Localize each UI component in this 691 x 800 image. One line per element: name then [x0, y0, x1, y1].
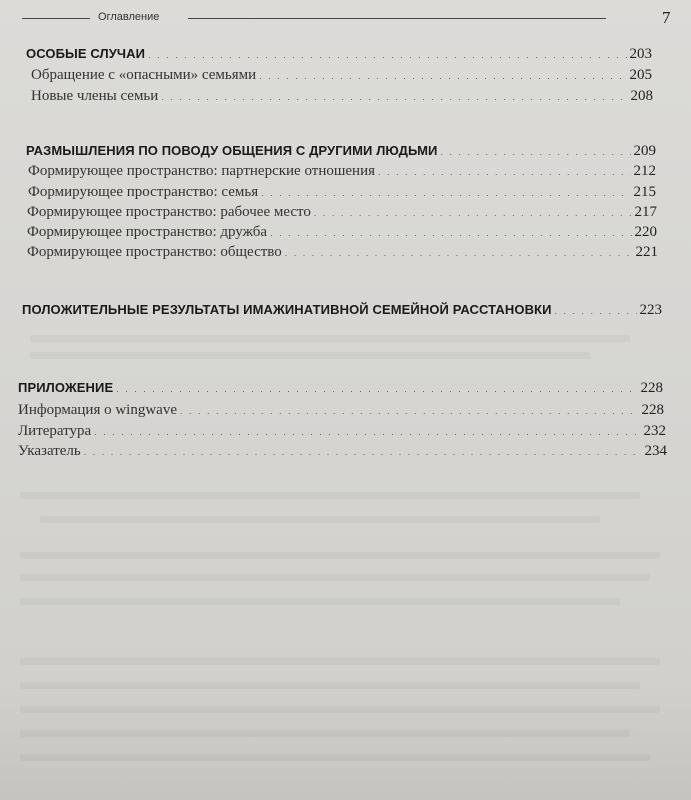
- toc-section-title: ПРИЛОЖЕНИЕ: [18, 380, 114, 395]
- toc-page-number: 234: [644, 443, 667, 459]
- dot-leader: [259, 71, 626, 81]
- toc-page-number: 208: [630, 88, 653, 104]
- toc-item[interactable]: [27, 244, 658, 264]
- bleed-through-text: [20, 574, 650, 581]
- toc-item-title: Новые члены семьи: [31, 88, 159, 104]
- dot-leader: [161, 92, 627, 102]
- toc-item[interactable]: [28, 184, 656, 204]
- toc-item[interactable]: [18, 443, 667, 463]
- toc-page-number: 209: [633, 143, 656, 159]
- bleed-through-text: [30, 335, 630, 342]
- dot-leader: [116, 384, 637, 394]
- toc-item-title: Формирующее пространство: дружба: [27, 224, 268, 240]
- toc-item-title: Литература: [18, 423, 92, 439]
- toc-page-number: 203: [629, 46, 652, 62]
- page-shadow: [0, 680, 691, 800]
- toc-item-title: Обращение с «опасными» семьями: [31, 67, 257, 83]
- running-header-title: Оглавление: [98, 11, 160, 23]
- dot-leader: [148, 50, 626, 60]
- bleed-through-text: [20, 658, 660, 665]
- toc-item-title: Формирующее пространство: семья: [28, 184, 259, 200]
- toc-item[interactable]: [18, 423, 666, 443]
- toc-section-appendix[interactable]: [18, 380, 663, 400]
- toc-page-number: 228: [641, 402, 664, 418]
- toc-item-title: Формирующее пространство: рабочее место: [27, 204, 311, 220]
- toc-item-title: Информация о wingwave: [18, 402, 178, 418]
- bleed-through-text: [20, 552, 660, 559]
- toc-page-number: 221: [635, 244, 658, 260]
- toc-item[interactable]: [31, 67, 652, 87]
- bleed-through-text: [30, 352, 590, 359]
- page-number: 7: [662, 8, 671, 27]
- toc-page-number: 205: [629, 67, 652, 83]
- dot-leader: [378, 167, 630, 177]
- toc-item[interactable]: [27, 224, 657, 244]
- toc-section-positive-results[interactable]: [22, 302, 662, 322]
- running-header: [22, 8, 674, 30]
- toc-item[interactable]: [27, 204, 657, 224]
- toc-item[interactable]: [18, 402, 664, 422]
- toc-section-special-cases[interactable]: [26, 46, 652, 66]
- dot-leader: [180, 406, 638, 416]
- toc-page-number: 212: [633, 163, 656, 179]
- header-rule-left: [22, 18, 90, 19]
- toc-section-communication[interactable]: [26, 143, 656, 163]
- toc-page-number: 223: [639, 302, 662, 318]
- dot-leader: [261, 188, 630, 198]
- toc-item-title: Формирующее пространство: общество: [27, 244, 282, 260]
- toc-section-title: ПОЛОЖИТЕЛЬНЫЕ РЕЗУЛЬТАТЫ ИМАЖИНАТИВНОЙ СЕМЕЙНОЙ РАССТАНОВКИ: [22, 302, 552, 317]
- toc-page-number: 215: [633, 184, 656, 200]
- toc-item-title: Формирующее пространство: партнерские отношения: [28, 163, 376, 179]
- toc-page-number: 232: [643, 423, 666, 439]
- toc-item[interactable]: [31, 88, 653, 108]
- header-rule-right: [188, 18, 606, 19]
- bleed-through-text: [20, 598, 620, 605]
- dot-leader: [270, 228, 631, 238]
- dot-leader: [555, 306, 637, 316]
- toc-page-number: 217: [634, 204, 657, 220]
- dot-leader: [440, 147, 630, 157]
- toc-item-title: Указатель: [18, 443, 81, 459]
- toc-page-number: 220: [634, 224, 657, 240]
- toc-section-title: ОСОБЫЕ СЛУЧАИ: [26, 46, 146, 61]
- dot-leader: [285, 248, 633, 258]
- toc-item[interactable]: [28, 163, 656, 183]
- bleed-through-text: [40, 516, 600, 523]
- dot-leader: [84, 447, 642, 457]
- bleed-through-text: [20, 492, 640, 499]
- dot-leader: [94, 427, 640, 437]
- dot-leader: [314, 208, 632, 218]
- toc-section-title: РАЗМЫШЛЕНИЯ ПО ПОВОДУ ОБЩЕНИЯ С ДРУГИМИ ЛЮДЬМИ: [26, 143, 438, 158]
- toc-page-number: 228: [640, 380, 663, 396]
